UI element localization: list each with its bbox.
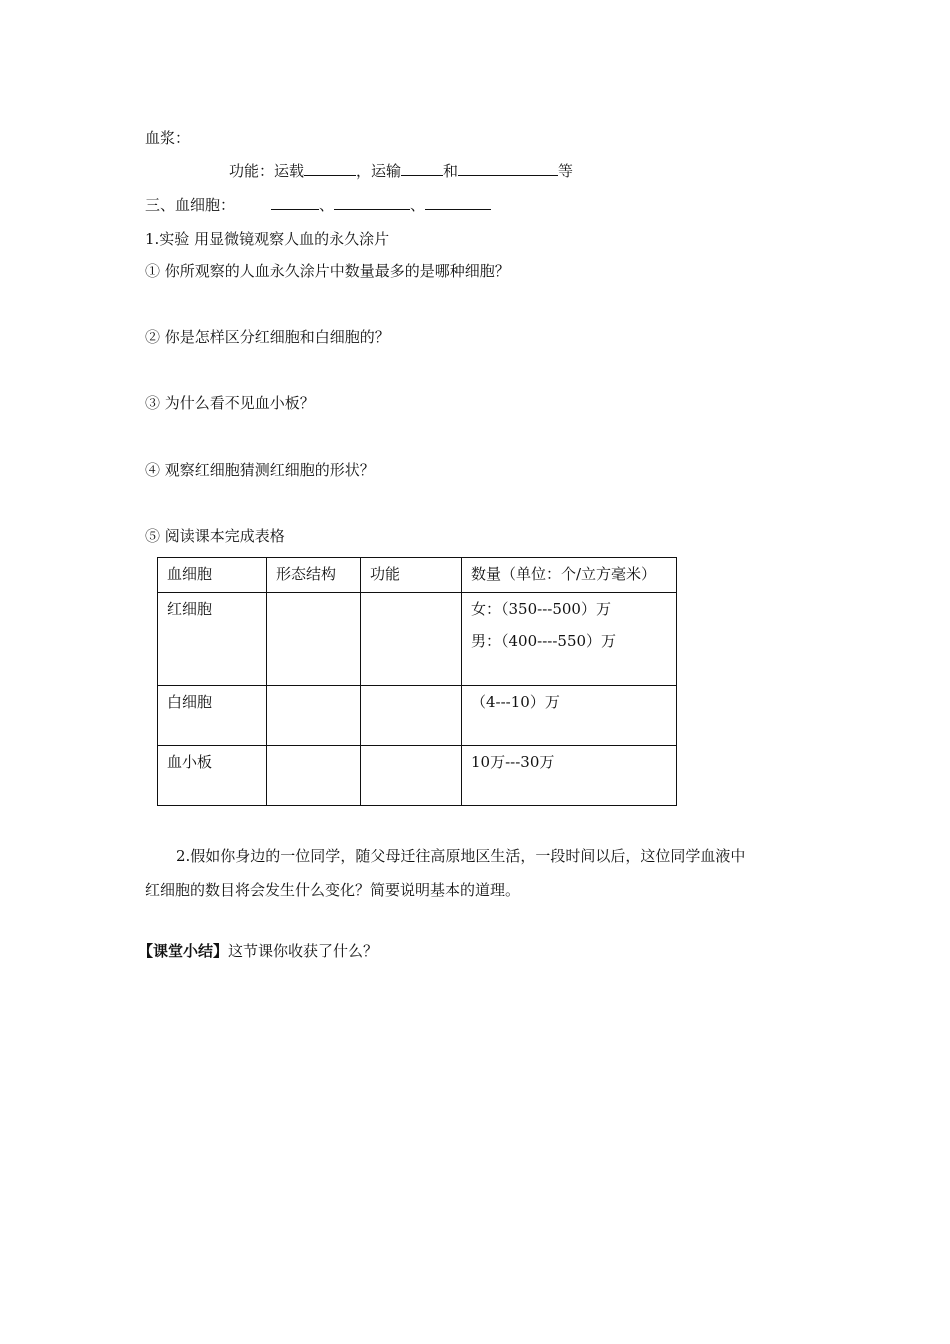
blood-cell-table (157, 557, 677, 806)
question-3: ③ 为什么看不见血小板？ (145, 394, 315, 412)
count-female: 女：（350---500）万 (471, 600, 611, 618)
question-5: ⑤ 阅读课本完成表格 (145, 527, 285, 545)
cell-name: 白细胞 (158, 686, 267, 746)
cell-count (462, 686, 677, 746)
table-row (158, 593, 677, 686)
cell-separator: 、 (410, 196, 426, 214)
cell-function[interactable] (361, 746, 462, 806)
plasma-function-label: 功能：运载 (229, 162, 305, 180)
blank-cell-3[interactable] (425, 195, 491, 210)
cell-function[interactable] (361, 686, 462, 746)
blood-cells-heading: 三、血细胞： (145, 196, 236, 214)
table-header-row (158, 558, 677, 593)
question2-line2: 红细胞的数目将会发生什么变化？简要说明基本的道理。 (145, 881, 521, 899)
blank-transport-1[interactable] (401, 161, 443, 176)
header-cell: 数量（单位：个/立方毫米） (462, 558, 677, 593)
blank-transport-2[interactable] (458, 161, 558, 176)
header-cell: 血细胞 (158, 558, 267, 593)
plasma-and: 和 (443, 162, 459, 180)
cell-count (462, 746, 677, 806)
plasma-heading: 血浆： (145, 129, 191, 147)
cell-structure[interactable] (267, 746, 361, 806)
header-cell: 形态结构 (267, 558, 361, 593)
summary-text: 这节课你收获了什么？ (228, 942, 379, 960)
cell-name: 红细胞 (158, 593, 267, 686)
cell-separator: 、 (319, 196, 335, 214)
question-1: ① 你所观察的人血永久涂片中数量最多的是哪种细胞？ (145, 262, 510, 280)
experiment-title: 1.实验 用显微镜观察人血的永久涂片 (145, 230, 390, 248)
cell-structure[interactable] (267, 686, 361, 746)
question-2: ② 你是怎样区分红细胞和白细胞的？ (145, 328, 390, 346)
blood-cells-line (145, 195, 491, 215)
summary-label: 【课堂小结】 (138, 942, 229, 960)
question2-line1: 2.假如你身边的一位同学，随父母迁往高原地区生活，一段时间以后，这位同学血液中 (176, 847, 746, 865)
count-value: 10万---30万 (471, 753, 555, 771)
cell-function[interactable] (361, 593, 462, 686)
table-row (158, 686, 677, 746)
cell-count (462, 593, 677, 686)
count-male: 男：（400----550）万 (471, 632, 617, 650)
summary-line (138, 941, 378, 961)
cell-structure[interactable] (267, 593, 361, 686)
cell-name: 血小板 (158, 746, 267, 806)
table-row (158, 746, 677, 806)
header-cell: 功能 (361, 558, 462, 593)
blank-cell-2[interactable] (334, 195, 410, 210)
question-4: ④ 观察红细胞猜测红细胞的形状？ (145, 461, 375, 479)
blank-carry[interactable] (304, 161, 356, 176)
plasma-etc: 等 (558, 162, 574, 180)
count-value: （4---10）万 (471, 693, 560, 711)
plasma-transport-label: ，运输 (356, 162, 402, 180)
plasma-function-line (229, 161, 573, 181)
blank-cell-1[interactable] (271, 195, 319, 210)
